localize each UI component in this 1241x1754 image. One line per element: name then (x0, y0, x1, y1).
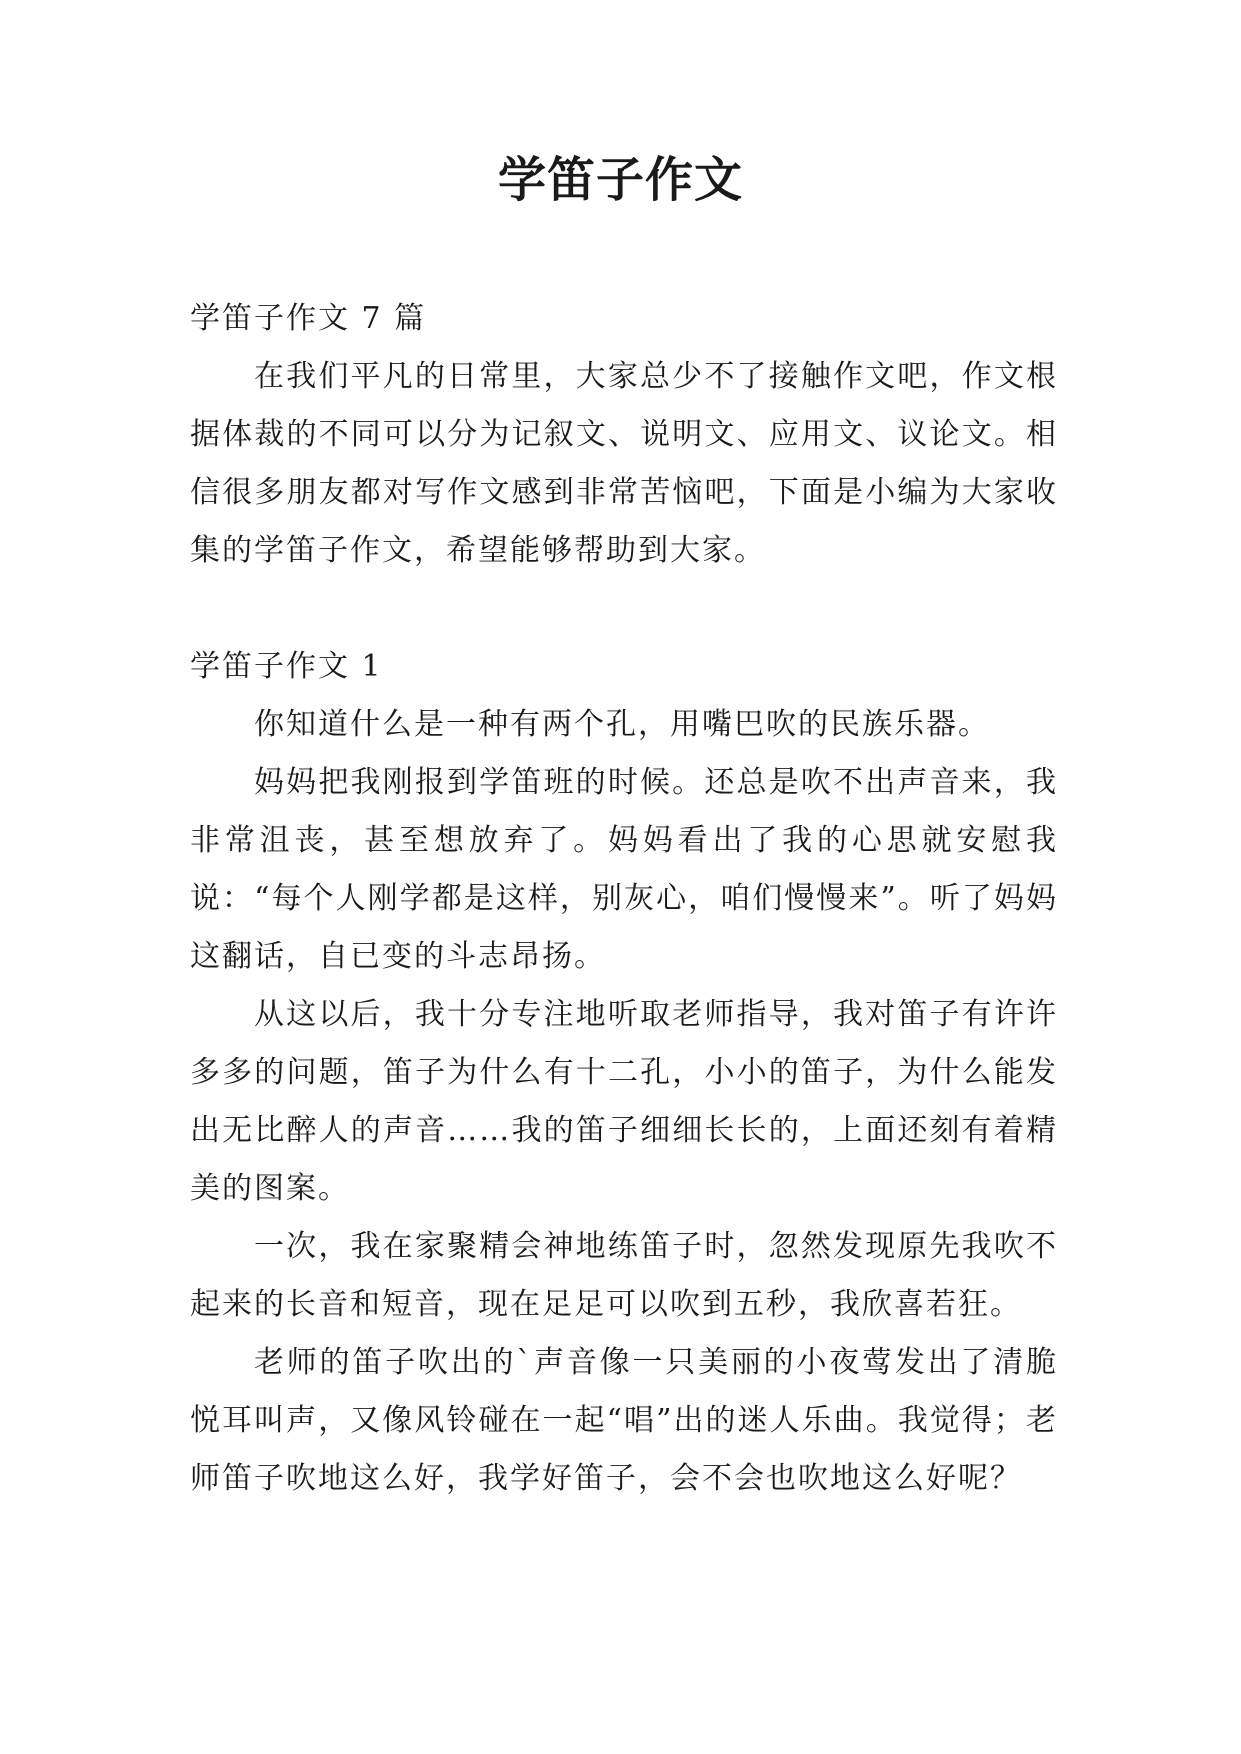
body-paragraph: 一次，我在家聚精会神地练笛子时，忽然发现原先我吹不起来的长音和短音，现在足足可以吹到五秒，我欣喜若狂。 (190, 1229, 1058, 1322)
document-body (190, 290, 1058, 1508)
body-paragraph: 妈妈把我刚报到学笛班的时候。还总是吹不出声音来，我非常沮丧，甚至想放弃了。妈妈看出了我的心思就安慰我说：“每个人刚学都是这样，别灰心，咱们慢慢来”。听了妈妈这翻话，自已变的斗志昂扬。 (190, 765, 1058, 974)
body-paragraph: 你知道什么是一种有两个孔，用嘴巴吹的民族乐器。 (254, 707, 990, 742)
intro-paragraph: 在我们平凡的日常里，大家总少不了接触作文吧，作文根据体裁的不同可以分为记叙文、说明文、应用文、议论文。相信很多朋友都对写作文感到非常苦恼吧，下面是小编为大家收集的学笛子作文，希望能够帮助到大家。 (190, 359, 1058, 568)
collection-heading: 学笛子作文 7 篇 (190, 301, 427, 336)
body-paragraph: 老师的笛子吹出的`声音像一只美丽的小夜莺发出了清脆悦耳叫声，又像风铃碰在一起“唱”出的迷人乐曲。我觉得；老师笛子吹地这么好，我学好笛子，会不会也吹地这么好呢？ (190, 1345, 1058, 1496)
essay-heading: 学笛子作文 1 (190, 649, 383, 684)
body-paragraph: 从这以后，我十分专注地听取老师指导，我对笛子有许许多多的问题，笛子为什么有十二孔，小小的笛子，为什么能发出无比醉人的声音……我的笛子细细长长的，上面还刻有着精美的图案。 (190, 997, 1058, 1206)
page-title: 学笛子作文 (497, 152, 743, 208)
